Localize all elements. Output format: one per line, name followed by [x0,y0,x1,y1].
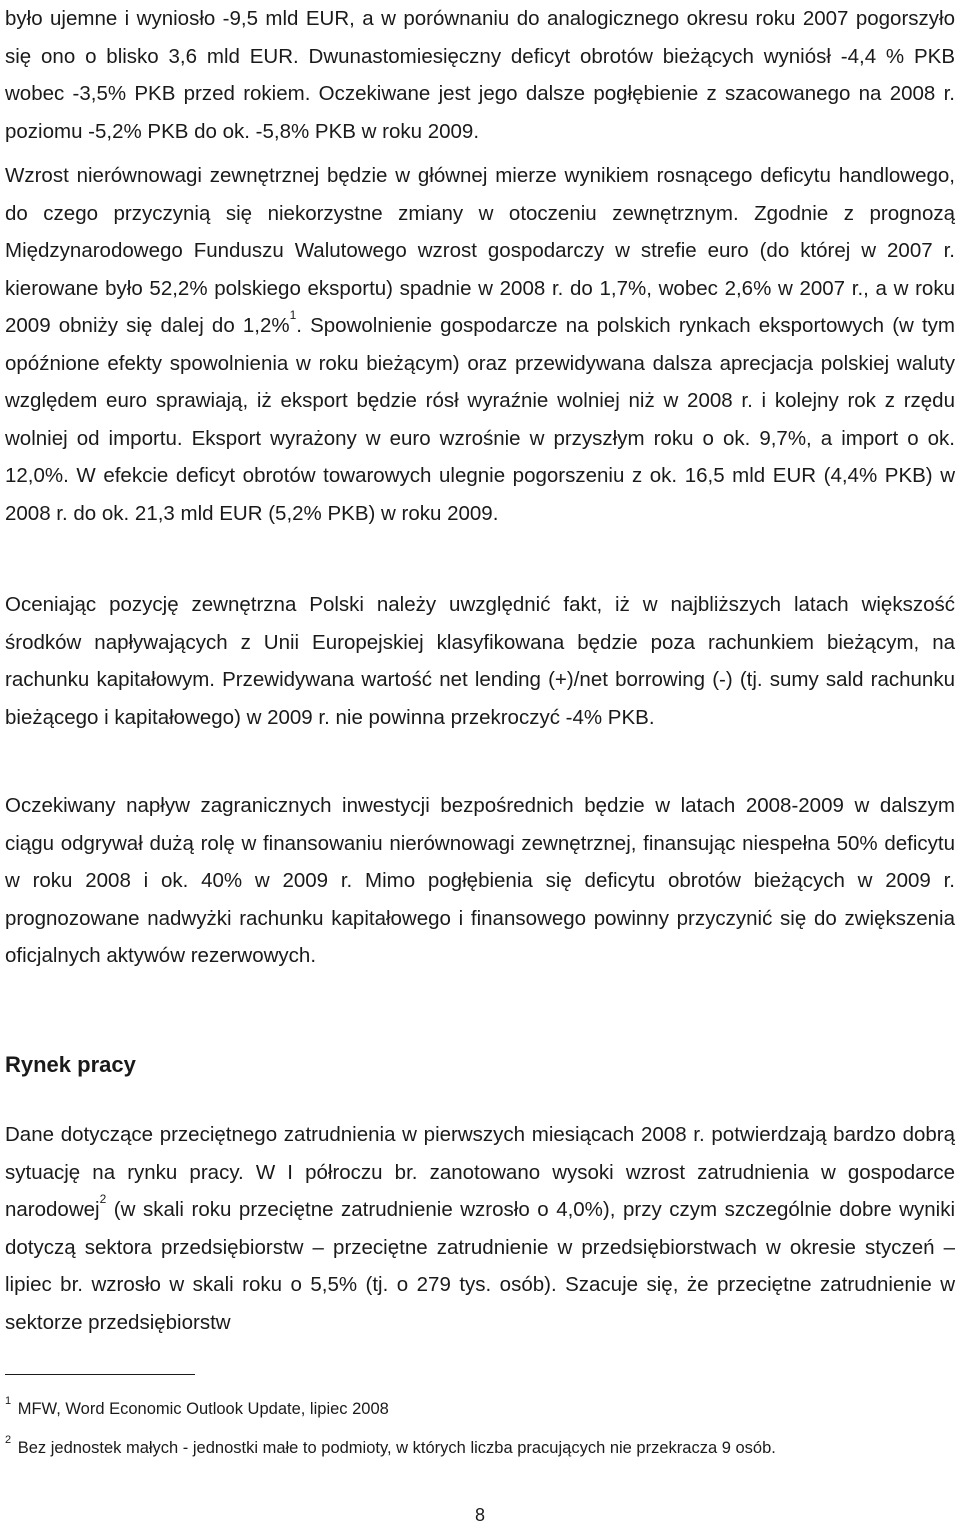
footnote-number: 1 [5,1395,12,1407]
paragraph-current-account [5,0,955,150]
footnote-separator [5,1374,195,1375]
paragraph-text: Dane dotyczące przeciętnego zatrudnienia w pierwszych miesiącach 2008 r. potwierdzają bardzo dobrą sytuację na rynku pracy. W I półroczu br. zanotowano wysoki wzrost zatrudnienia w gospodarce narodowej [5,1123,955,1221]
footnote-1 [5,1390,389,1420]
footnote-number: 2 [5,1434,12,1446]
footnote-2 [5,1429,776,1459]
footnote-ref-1[interactable]: 1 [289,308,297,322]
section-heading: Rynek pracy [5,1052,136,1077]
footnote-text: MFW, Word Economic Outlook Update, lipiec 2008 [17,1400,389,1418]
paragraph-text: . Spowolnienie gospodarcze na polskich rynkach eksportowych (w tym opóźnione efekty spowolnienia w roku bieżącym) oraz przewidywana dalsza aprecjacja polskiej waluty względem euro sprawiają, iż eksport będzie rósł wyraźnie wolniej niż w 2008 r. i kolejny rok z rzędu wolniej od importu. Eksport wyrażony w euro wzrośnie w przyszłym roku o ok. 9,7%, a import o ok. 12,0%. W efekcie deficyt obrotów towarowych ulegnie pogorszeniu z ok. 16,5 mld EUR (4,4% PKB) w 2008 r. do ok. 21,3 mld EUR (5,2% PKB) w roku 2009. [5,314,955,525]
paragraph-text: Oczekiwany napływ zagranicznych inwestycji bezpośrednich będzie w latach 2008-2009 w dalszym ciągu odgrywał dużą rolę w finansowaniu nierównowagi zewnętrznej, finansując niespełna 50% deficytu w roku 2008 i ok. 40% w 2009 r. Mimo pogłębienia się deficytu obrotów bieżących w 2009 r. prognozowane nadwyżki rachunku kapitałowego i finansowego powinny przyczynić się do zwiększenia oficjalnych aktywów rezerwowych. [5,794,955,967]
paragraph-fdi [5,787,955,975]
paragraph-text: Wzrost nierównowagi zewnętrznej będzie w głównej mierze wynikiem rosnącego deficytu handlowego, do czego przyczynią się niekorzystne zmiany w otoczeniu zewnętrznym. Zgodnie z prognozą Międzynarodowego Funduszu Walutowego wzrost gospodarczy w strefie euro (do której w 2007 r. kierowane było 52,2% polskiego eksportu) spadnie w 2008 r. do 1,7%, wobec 2,6% w 2007 r., a w roku 2009 obniży się dalej do 1,2% [5,164,955,337]
paragraph-text: było ujemne i wyniosło -9,5 mld EUR, a w porównaniu do analogicznego okresu roku 2007 pogorszyło się ono o blisko 3,6 mld EUR. Dwunastomiesięczny deficyt obrotów bieżących wyniósł -4,4 % PKB wobec -3,5% PKB przed rokiem. Oczekiwane jest jego dalsze pogłębienie z szacowanego na 2008 r. poziomu -5,2% PKB do ok. -5,8% PKB w roku 2009. [5,7,955,143]
paragraph-labour-market [5,1116,955,1341]
paragraph-external-position [5,586,955,736]
page-number: 8 [474,1505,485,1525]
footnote-text: Bez jednostek małych - jednostki małe to podmioty, w których liczba pracujących nie przekracza 9 osób. [17,1439,776,1457]
footnote-ref-2[interactable]: 2 [99,1192,107,1206]
paragraph-text: (w skali roku przeciętne zatrudnienie wzrosło o 4,0%), przy czym szczególnie dobre wyniki dotyczą sektora przedsiębiorstw – przeciętne zatrudnienie w przedsiębiorstwach w okresie styczeń – lipiec br. wzrosło w skali roku o 5,5% (tj. o 279 tys. osób). Szacuje się, że przeciętne zatrudnienie w sektorze przedsiębiorstw [5,1198,955,1334]
paragraph-text: Oceniając pozycję zewnętrzna Polski należy uwzględnić fakt, iż w najbliższych latach większość środków napływających z Unii Europejskiej klasyfikowana będzie poza rachunkiem bieżącym, na rachunku kapitałowym. Przewidywana wartość net lending (+)/net borrowing (-) (tj. sumy sald rachunku bieżącego i kapitałowego) w 2009 r. nie powinna przekroczyć -4% PKB. [5,593,955,729]
paragraph-trade-deficit [5,157,955,532]
